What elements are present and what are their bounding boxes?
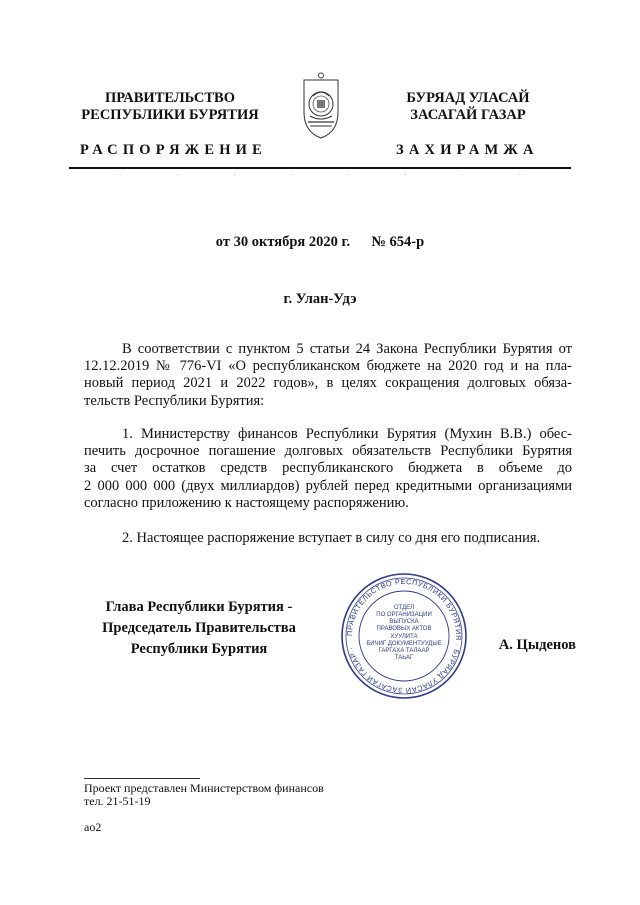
signatory-title xyxy=(80,597,318,660)
text-line: новый период 2021 и 2022 годов», в целях сокращения долговых обяза- xyxy=(84,375,572,392)
issuer-line: ПРАВИТЕЛЬСТВО xyxy=(105,90,235,106)
seal-text: ВЫПУСКА xyxy=(389,619,419,625)
document-number: № 654-р xyxy=(371,234,425,250)
issuer-line: РЕСПУБЛИКИ БУРЯТИЯ xyxy=(81,107,259,123)
official-seal xyxy=(340,572,468,700)
header-dotted-divider: · · · · · · · · xyxy=(119,171,521,179)
signatory-title-line: Республики Бурятия xyxy=(130,641,268,657)
text-line: печить досрочное погашение долговых обязательств Республики Бурятия xyxy=(84,443,572,460)
seal-text: ТАЬАГ xyxy=(394,655,414,661)
header-divider xyxy=(69,167,571,169)
text-line: согласно приложению к настоящему распоряжению. xyxy=(84,494,409,511)
signatory-title-line: Глава Республики Бурятия - xyxy=(105,599,293,615)
seal-text: ОТДЕЛ xyxy=(393,605,415,611)
seal-text: БИЧИГ ДОКУМЕНТУУДЫЕ xyxy=(366,641,442,647)
text-line: тельств Республики Бурятия: xyxy=(84,392,265,409)
text-line: 2 000 000 000 (двух миллиардов) рублей перед кредитными организациями xyxy=(84,477,572,494)
clause-2-paragraph xyxy=(84,530,572,547)
issuer-line: ЗАСАГАЙ ГАЗАР xyxy=(410,107,526,123)
issuer-name-ru xyxy=(70,90,270,124)
doc-type-bua: ЗАХИРАМЖА xyxy=(396,142,539,158)
seal-ring-text: ПРАВИТЕЛЬСТВО РЕСПУБЛИКИ БУРЯТИЯ · БУРЯАД УЛАСАЙ ЗАСАГАЙ ГАЗАР · xyxy=(344,576,464,696)
text-line: 2. Настоящее распоряжение вступает в силу со дня его подписания. xyxy=(122,530,541,546)
document-date: от 30 октября 2020 г. xyxy=(215,234,351,250)
issuer-name-bua xyxy=(368,90,568,124)
seal-text: ГАРГАХА ТАЛААР xyxy=(378,648,430,654)
footer-note-line: Проект представлен Министерством финансов xyxy=(84,781,324,795)
text-line: В соответствии с пунктом 5 статьи 24 Закона Республики Бурятия от xyxy=(122,341,572,357)
date-line xyxy=(0,234,640,251)
signatory-title-line: Председатель Правительства xyxy=(102,620,296,636)
footer-note xyxy=(84,782,324,808)
preamble-paragraph xyxy=(84,341,572,410)
doc-type-ru: РАСПОРЯЖЕНИЕ xyxy=(80,142,268,158)
seal-text: ПРАВОВЫХ АКТОВ xyxy=(376,626,432,632)
signatory-name: А. Цыденов xyxy=(498,637,576,653)
footnote-divider xyxy=(84,778,200,779)
coat-of-arms-icon xyxy=(300,72,342,140)
text-line: за счет остатков средств республиканского бюджета в объеме до xyxy=(84,460,572,477)
issuer-line: БУРЯАД УЛАСАЙ xyxy=(406,90,530,106)
footer-note-line: тел. 21-51-19 xyxy=(84,794,151,808)
text-line: 12.12.2019 № 776-VI «О республиканском бюджете на 2020 год и на пла- xyxy=(84,358,572,375)
text-line: 1. Министерству финансов Республики Бурятия (Мухин В.В.) обес- xyxy=(122,426,572,442)
clause-1-paragraph xyxy=(84,426,572,512)
seal-text: ХУУЛИТА xyxy=(390,634,418,640)
city: г. Улан-Удэ xyxy=(283,291,357,307)
footer-code: ао2 xyxy=(84,820,102,834)
seal-text: ПО ОРГАНИЗАЦИИ xyxy=(376,612,432,618)
